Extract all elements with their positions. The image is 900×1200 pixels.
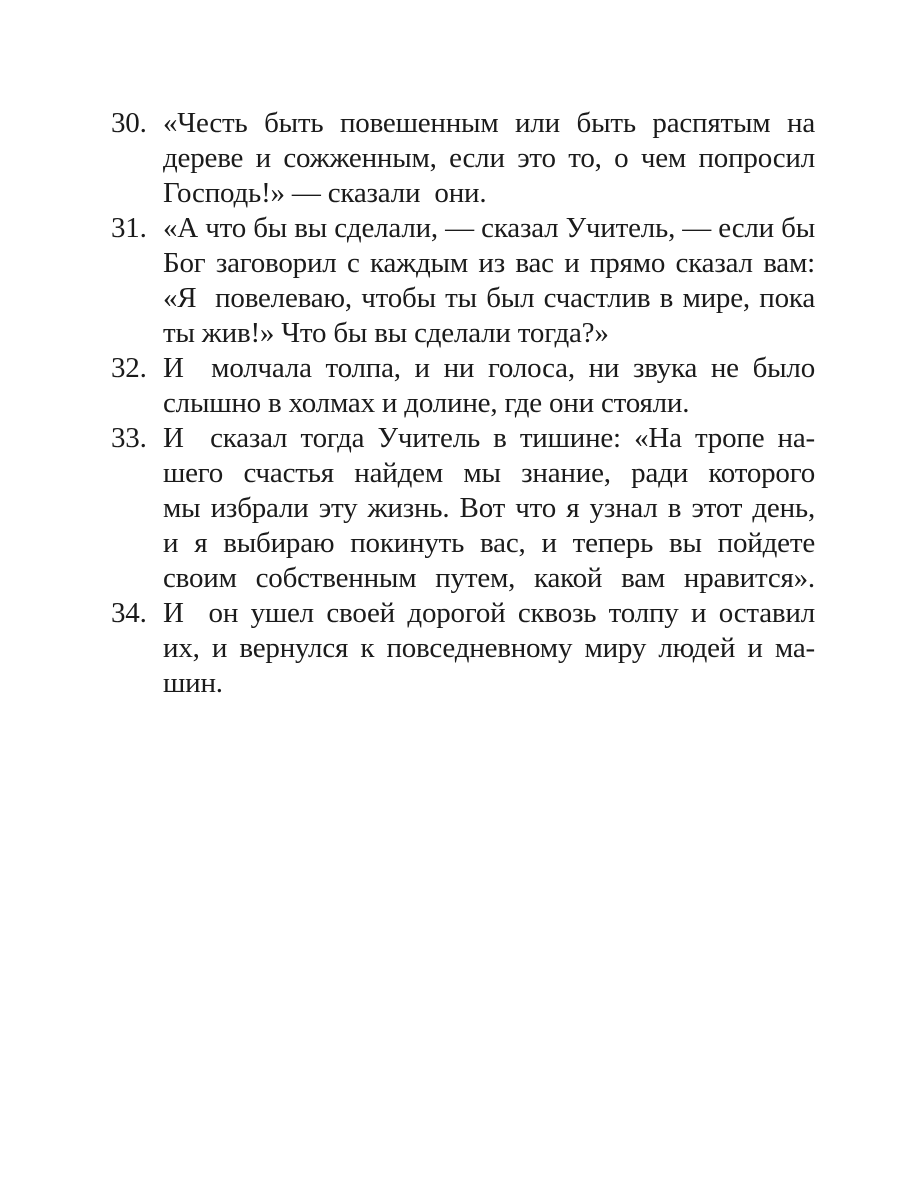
verse-number: 30. <box>111 107 147 139</box>
verse-line: И он ушел своей дорогой сквозь толпу и оставил <box>163 597 815 629</box>
verse-line: «А что бы вы сделали, — сказал Учитель, — если бы <box>163 212 815 244</box>
verse-text <box>163 351 815 421</box>
verse-line: шин. <box>163 667 223 699</box>
verse-number: 32. <box>111 352 147 384</box>
verse-row <box>111 211 815 351</box>
verse-number: 33. <box>111 422 147 454</box>
verse-line: их, и вернулся к повседневному миру людей и ма- <box>163 632 815 664</box>
verse-line: «Я повелеваю, чтобы ты был счастлив в мире, пока <box>163 282 815 314</box>
verse-line: Бог заговорил с каждым из вас и прямо сказал вам: <box>163 247 815 279</box>
verse-row <box>111 421 815 596</box>
verse-line: «Честь быть повешенным или быть распятым на <box>163 107 815 139</box>
verse-line: своим собственным путем, какой вам нравится». <box>163 562 815 594</box>
verse-number: 34. <box>111 597 147 629</box>
verse-text <box>163 421 815 596</box>
verse-list <box>111 106 815 701</box>
verse-line: ты жив!» Что бы вы сделали тогда?» <box>163 317 609 349</box>
verse-line: И сказал тогда Учитель в тишине: «На тропе на- <box>163 422 815 454</box>
verse-text <box>163 596 815 701</box>
verse-line: дереве и сожженным, если это то, о чем попросил <box>163 142 815 174</box>
verse-line: Господь!» — сказали они. <box>163 177 487 209</box>
verse-text <box>163 211 815 351</box>
verse-line: И молчала толпа, и ни голоса, ни звука не было <box>163 352 815 384</box>
verse-row <box>111 106 815 211</box>
verse-line: мы избрали эту жизнь. Вот что я узнал в этот день, <box>163 492 815 524</box>
book-page <box>111 106 815 701</box>
verse-line: шего счастья найдем мы знание, ради которого <box>163 457 815 489</box>
verse-text <box>163 106 815 211</box>
verse-row <box>111 351 815 421</box>
verse-number: 31. <box>111 212 147 244</box>
verse-line: слышно в холмах и долине, где они стояли. <box>163 387 690 419</box>
verse-row <box>111 596 815 701</box>
verse-line: и я выбираю покинуть вас, и теперь вы пойдете <box>163 527 815 559</box>
